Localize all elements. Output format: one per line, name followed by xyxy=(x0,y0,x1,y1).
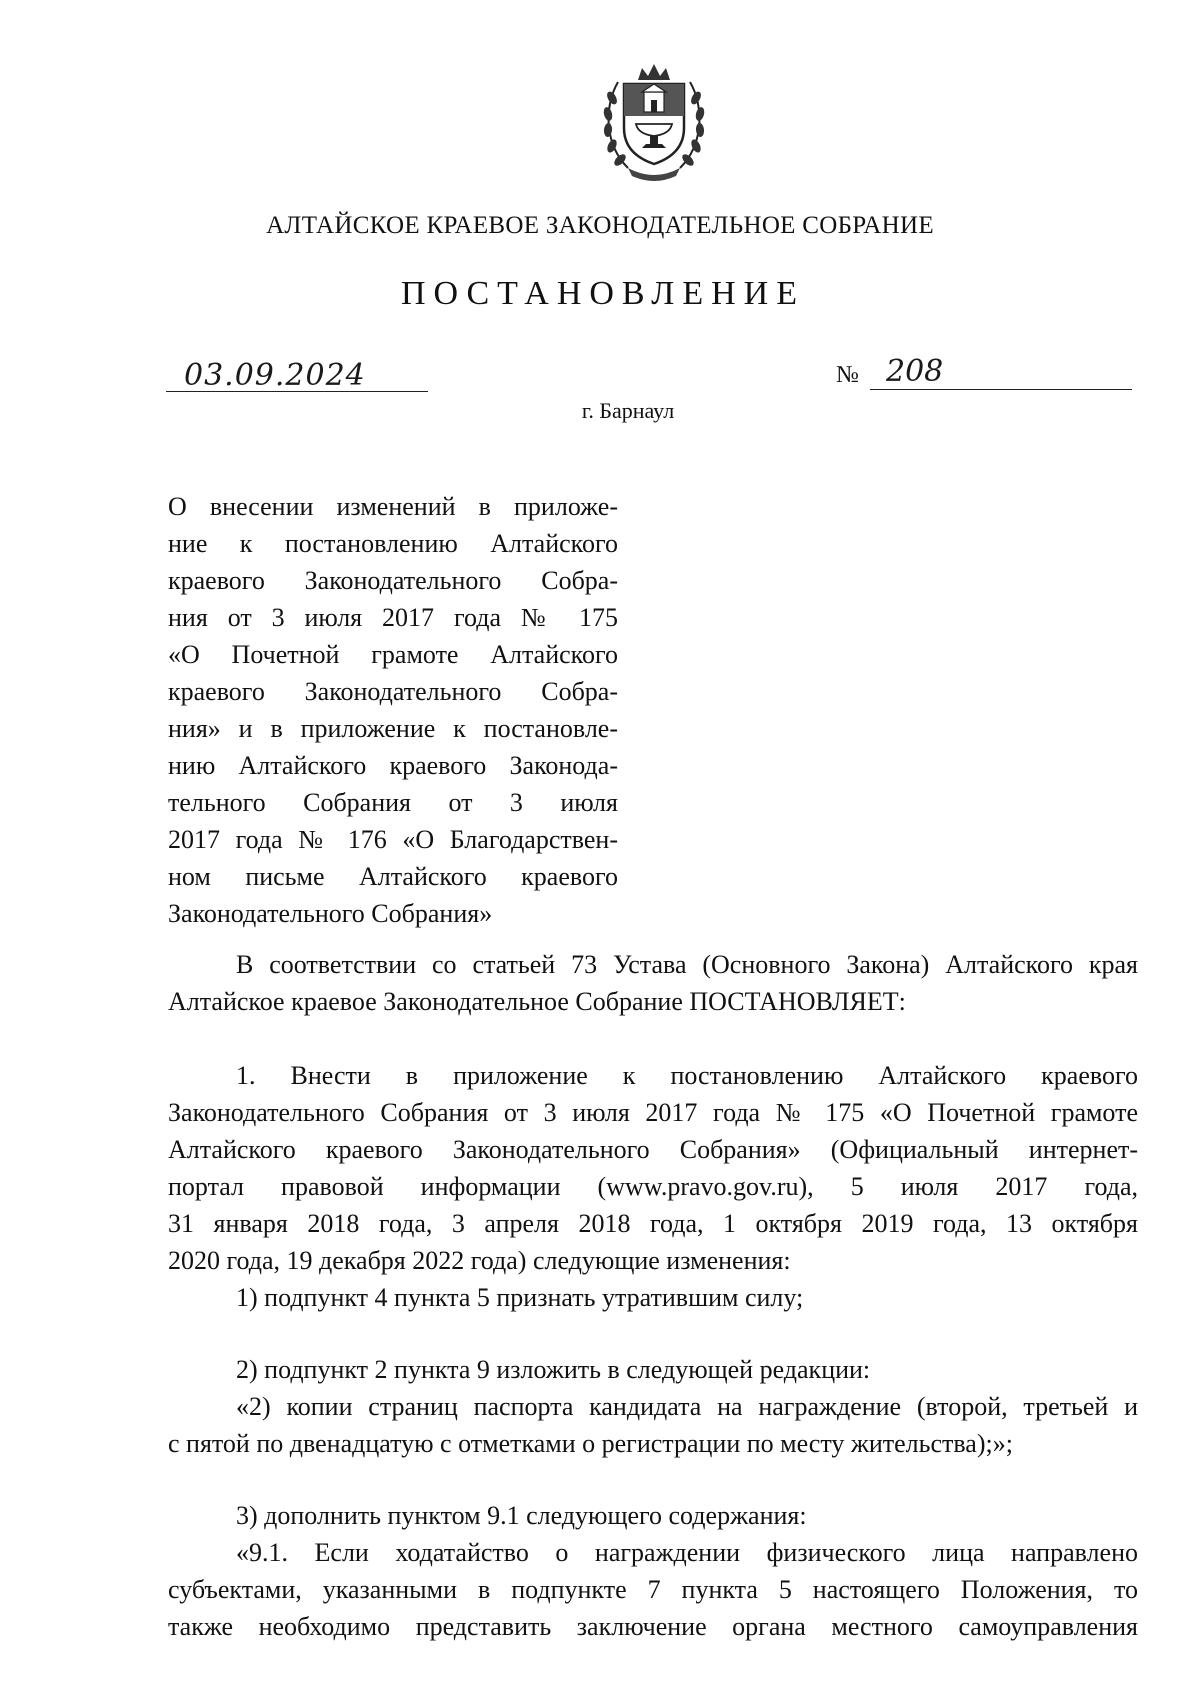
document-body xyxy=(168,946,1138,1645)
title-line: ном письме Алтайского краевого xyxy=(168,862,618,891)
subitem-3-text: также необходимо представить заключение органа местного самоуправления xyxy=(168,1612,1138,1641)
title-line: ние к постановлению Алтайского xyxy=(168,529,618,558)
subitem-3-text: «9.1. Если ходатайство о награждении физического лица направлено xyxy=(236,1538,1138,1567)
title-line: краевого Законодательного Собра- xyxy=(168,566,618,595)
subitem-3-text: субъектами, указанными в подпункте 7 пункта 5 настоящего Положения, то xyxy=(168,1575,1138,1604)
item1-line: 31 января 2018 года, 3 апреля 2018 года, 1 октября 2019 года, 13 октября xyxy=(168,1209,1138,1238)
title-line: краевого Законодательного Собра- xyxy=(168,677,618,706)
item1-line: Законодательного Собрания от 3 июля 2017 года № 175 «О Почетной грамоте xyxy=(168,1098,1138,1127)
document-title xyxy=(168,488,618,932)
preamble-line: Алтайское краевое Законодательное Собрание ПОСТАНОВЛЯЕТ: xyxy=(168,987,906,1016)
title-line: О внесении изменений в приложе- xyxy=(168,492,618,521)
title-line: ния» и в приложение к постановле- xyxy=(168,714,618,743)
subitem-3: 3) дополнить пунктом 9.1 следующего содержания: xyxy=(236,1501,807,1530)
subitem-2-text: с пятой по двенадцатую с отметками о регистрации по месту жительства);»; xyxy=(168,1429,1013,1458)
document-date: 03.09.2024 xyxy=(184,358,366,393)
title-line: ния от 3 июля 2017 года № 175 xyxy=(168,603,618,632)
subitem-2-text: «2) копии страниц паспорта кандидата на награждение (второй, третьей и xyxy=(236,1392,1138,1421)
item1-line: 1. Внести в приложение к постановлению Алтайского краевого xyxy=(236,1061,1138,1090)
preamble-line: В соответствии со статьей 73 Устава (Основного Закона) Алтайского края xyxy=(236,950,1138,979)
item1-line: портал правовой информации (www.pravo.gov.ru), 5 июля 2017 года, xyxy=(168,1172,1138,1201)
spacer xyxy=(168,1020,1138,1057)
document-type: ПОСТАНОВЛЕНИЕ xyxy=(400,275,806,312)
item1-line: 2020 года, 19 декабря 2022 года) следующие изменения: xyxy=(168,1246,791,1275)
organization-name: АЛТАЙСКОЕ КРАЕВОЕ ЗАКОНОДАТЕЛЬНОЕ СОБРАНИЕ xyxy=(266,212,934,239)
item1-line: Алтайского краевого Законодательного Собрания» (Официальный интернет- xyxy=(168,1135,1138,1164)
altai-coat-of-arms-icon xyxy=(598,58,710,186)
subitem-2: 2) подпункт 2 пункта 9 изложить в следующей редакции: xyxy=(236,1355,871,1384)
number-underline xyxy=(870,389,1132,390)
spacer xyxy=(168,1316,1138,1351)
document-number: 208 xyxy=(886,354,944,389)
subitem-1: 1) подпункт 4 пункта 5 признать утратившим силу; xyxy=(236,1283,804,1312)
title-line: Законодательного Собрания» xyxy=(168,899,493,928)
spacer xyxy=(168,1462,1138,1497)
title-line: нию Алтайского краевого Законода- xyxy=(168,751,618,780)
number-label: № xyxy=(836,362,859,388)
title-line: 2017 года № 176 «О Благодарствен- xyxy=(168,825,618,854)
title-line: «О Почетной грамоте Алтайского xyxy=(168,640,618,669)
date-underline xyxy=(166,391,428,392)
title-line: тельного Собрания от 3 июля xyxy=(168,788,618,817)
city: г. Барнаул xyxy=(581,398,675,423)
